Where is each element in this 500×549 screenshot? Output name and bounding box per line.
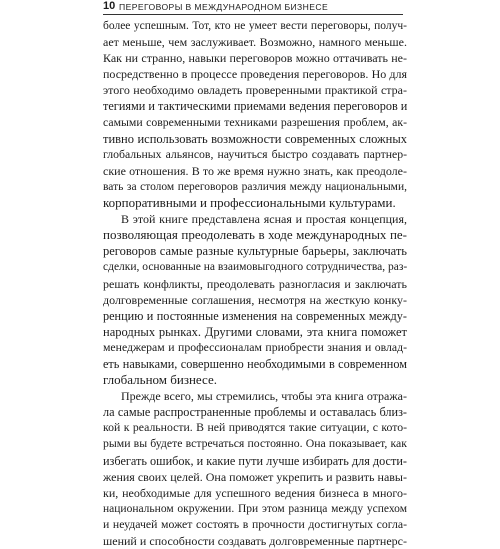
body-text bbox=[103, 18, 407, 549]
text-line: рыми вы будете встречаться постоянно. Она показывает, как bbox=[103, 437, 407, 451]
text-line: этого необходимо овладеть проверенными практикой стра- bbox=[103, 83, 407, 98]
text-line: Прежде всего, мы стремились, чтобы эта книга отража- bbox=[121, 389, 407, 404]
text-line: и неудачей может состоять в прочности достигнутых согла- bbox=[103, 517, 407, 531]
text-line: тегиями и тактическими приемами ведения переговоров и bbox=[103, 99, 408, 114]
text-line: решать конфликты, преодолевать разногласия и заключать bbox=[103, 276, 407, 291]
text-line: сделки, основанные на взаимовыгодного сотрудничества, раз- bbox=[103, 261, 408, 274]
text-line: глобальных альянсов, научиться быстро создавать партнер- bbox=[103, 147, 407, 161]
text-line: Как ни странно, навыки переговоров можно оттачивать не- bbox=[103, 51, 407, 66]
text-line: глобальном бизнесе. bbox=[103, 372, 217, 388]
text-line: более успешным. Тот, кто не умеет вести переговоры, получ- bbox=[103, 20, 407, 32]
text-line: реговоров самые разные культурные барьеры, заключать bbox=[103, 244, 407, 259]
text-line: вать за столом переговоров различия между национальными, bbox=[103, 180, 407, 193]
text-line: еть навыками, совершенно необходимыми в современном bbox=[103, 356, 407, 371]
text-line: менеджерам и профессионалам приобрести знания и овлад- bbox=[103, 340, 407, 354]
text-line: посредственно в процессе проведения переговоров. Но для bbox=[103, 67, 407, 82]
text-line: ренцию и постоянные изменения на современных между- bbox=[103, 308, 407, 323]
text-line: кой к реальности. В ней приводятся такие ситуации, с кото- bbox=[103, 421, 407, 435]
text-line: ские отношения. В то же время нужно знать, как преодоле- bbox=[103, 163, 407, 178]
text-line: избегать ошибок, и какие пути лучше избирать для дости- bbox=[103, 453, 407, 468]
text-line: ла самые распространенные проблемы и оставалась близ- bbox=[103, 405, 407, 420]
text-line: долговременные соглашения, несмотря на жесткую конку- bbox=[103, 292, 407, 307]
text-line: жения своих целей. Она поможет укрепить и развить навы- bbox=[103, 469, 407, 484]
text-line: корпоративными и профессиональными культурами. bbox=[103, 195, 396, 211]
text-line: ает меньше, чем заслуживает. Возможно, намного меньше. bbox=[103, 35, 407, 50]
text-line: национальном окружении. При этом разница между успехом bbox=[103, 502, 407, 515]
page-number: 10 bbox=[103, 0, 116, 12]
text-line: тивно использовать возможности современных сложных bbox=[103, 131, 407, 146]
running-header bbox=[103, 0, 403, 15]
text-line: самыми современными техниками разрешения проблем, ак- bbox=[103, 115, 407, 129]
text-line: шений и способности создавать долговременные партнерс- bbox=[103, 534, 407, 548]
text-line: В этой книге представлена ясная и простая концепция, bbox=[121, 212, 407, 227]
text-line: ки, необходимые для успешного ведения бизнеса в много- bbox=[103, 485, 407, 500]
running-title: ПЕРЕГОВОРЫ В МЕЖДУНАРОДНОМ БИЗНЕСЕ bbox=[119, 2, 329, 12]
text-line: позволяющая преодолевать в ходе международных пе- bbox=[103, 227, 407, 243]
text-line: народных рынках. Другими словами, эта книга поможет bbox=[103, 324, 407, 339]
